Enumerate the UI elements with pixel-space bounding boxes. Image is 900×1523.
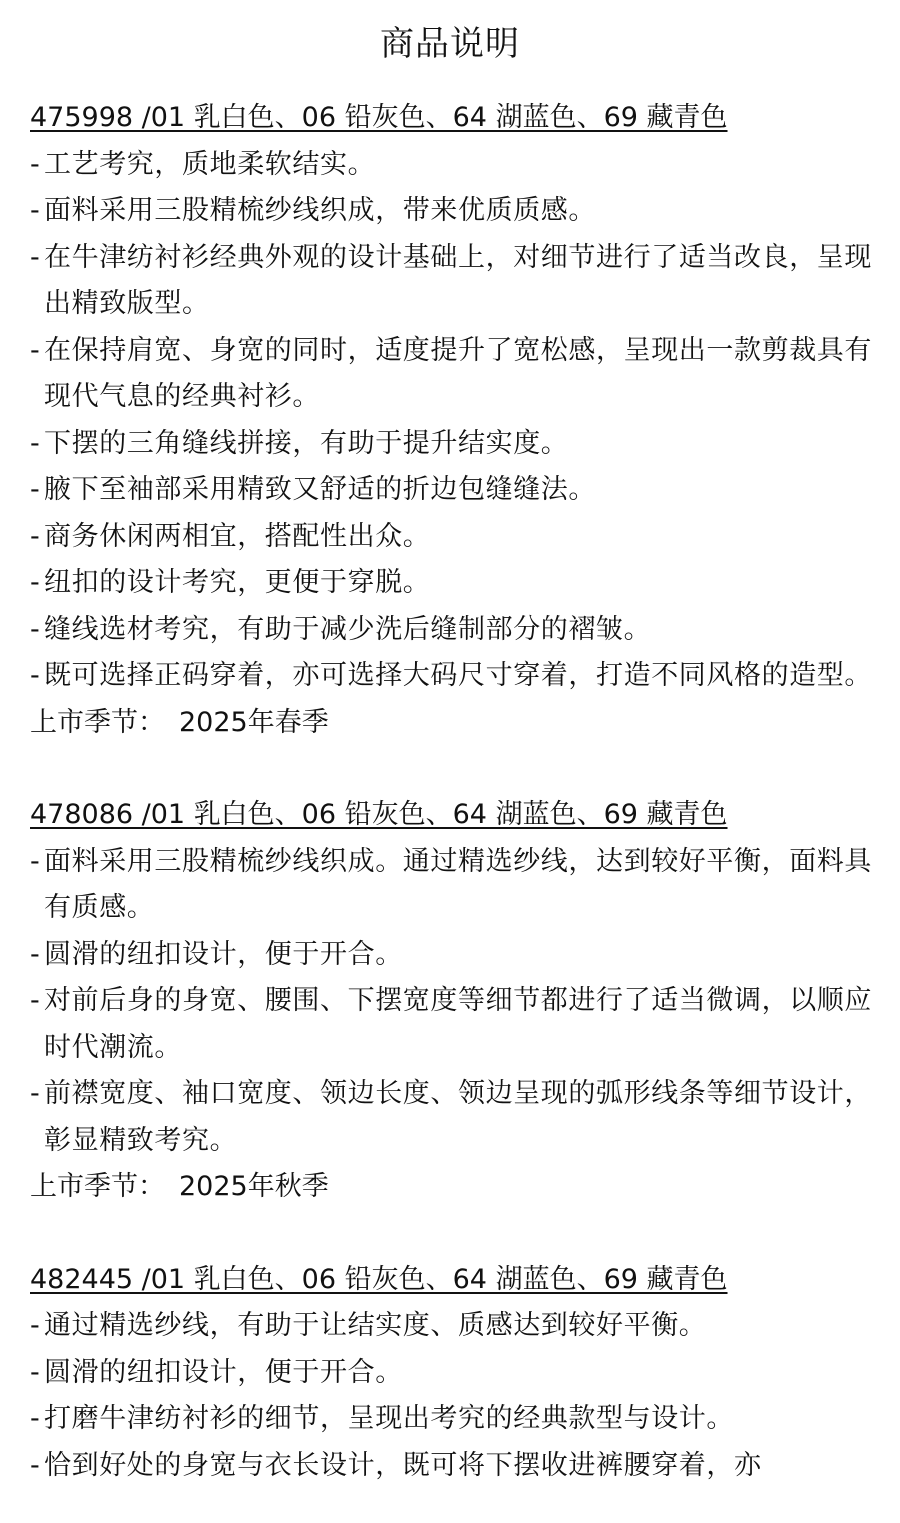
product-code-line: 482445 /01 乳白色、06 铅灰色、64 湖蓝色、69 藏青色 — [30, 1263, 728, 1295]
feature-text: 商务休闲两相宜，搭配性出众。 — [44, 520, 431, 552]
feature-text: 下摆的三角缝线拼接，有助于提升结实度。 — [44, 427, 569, 459]
dash-marker: - — [30, 427, 41, 459]
feature-bullet — [30, 1443, 875, 1490]
feature-bullet — [30, 421, 875, 468]
product-code-line: 478086 /01 乳白色、06 铅灰色、64 湖蓝色、69 藏青色 — [30, 799, 728, 830]
feature-bullet — [30, 653, 875, 700]
feature-bullet — [30, 607, 875, 654]
feature-bullet — [30, 514, 875, 561]
feature-bullet — [30, 328, 875, 421]
dash-marker: - — [30, 474, 41, 505]
feature-text: 在保持肩宽、身宽的同时，适度提升了宽松感，呈现出一款剪裁具有现代气息的经典衬衫。 — [44, 334, 872, 412]
feature-bullet — [30, 235, 875, 328]
dash-marker: - — [30, 985, 41, 1016]
dash-marker: - — [30, 520, 41, 552]
feature-bullet — [30, 839, 875, 932]
dash-marker: - — [30, 1403, 41, 1434]
feature-text: 面料采用三股精梳纱线织成，带来优质质感。 — [44, 195, 596, 226]
season-label: 上市季节： — [30, 1171, 165, 1202]
dash-marker: - — [30, 148, 41, 180]
product-code-line: 475998 /01 乳白色、06 铅灰色、64 湖蓝色、69 藏青色 — [30, 102, 728, 133]
page-title: 商品说明 — [380, 24, 520, 64]
feature-text: 腋下至袖部采用精致又舒适的折边包缝缝法。 — [44, 474, 596, 505]
product-section — [30, 792, 875, 1211]
season-value: 2025年春季 — [179, 706, 329, 738]
feature-text: 既可选择正码穿着，亦可选择大码尺寸穿着，打造不同风格的造型。 — [44, 660, 872, 691]
feature-bullet — [30, 560, 875, 607]
product-section — [30, 95, 875, 746]
product-section — [30, 1257, 875, 1490]
feature-bullet — [30, 1350, 875, 1397]
feature-text: 缝线选材考究，有助于减少洗后缝制部分的褶皱。 — [44, 613, 652, 645]
dash-marker: - — [30, 660, 41, 691]
feature-text: 工艺考究，质地柔软结实。 — [44, 148, 376, 180]
feature-bullet — [30, 1303, 875, 1350]
dash-marker: - — [30, 845, 41, 877]
feature-bullet — [30, 1396, 875, 1443]
dash-marker: - — [30, 1356, 41, 1388]
feature-text: 圆滑的纽扣设计，便于开合。 — [44, 1356, 403, 1388]
dash-marker: - — [30, 938, 41, 970]
release-season — [30, 1164, 875, 1211]
product-description — [30, 95, 875, 1489]
feature-bullet — [30, 978, 875, 1071]
dash-marker: - — [30, 1310, 41, 1341]
dash-marker: - — [30, 567, 41, 598]
release-season — [30, 700, 875, 747]
feature-bullet — [30, 467, 875, 514]
dash-marker: - — [30, 334, 41, 366]
dash-marker: - — [30, 613, 41, 645]
feature-bullet — [30, 1071, 875, 1164]
feature-text: 通过精选纱线，有助于让结实度、质感达到较好平衡。 — [44, 1310, 707, 1341]
feature-text: 圆滑的纽扣设计，便于开合。 — [44, 938, 403, 970]
season-value: 2025年秋季 — [179, 1171, 329, 1202]
feature-bullet — [30, 142, 875, 189]
season-label: 上市季节： — [30, 706, 165, 738]
feature-bullet — [30, 932, 875, 979]
dash-marker: - — [30, 1078, 41, 1109]
feature-text: 纽扣的设计考究，更便于穿脱。 — [44, 567, 431, 598]
feature-text: 打磨牛津纺衬衫的细节，呈现出考究的经典款型与设计。 — [44, 1403, 734, 1434]
feature-text: 前襟宽度、袖口宽度、领边长度、领边呈现的弧形线条等细节设计，彰显精致考究。 — [44, 1078, 872, 1156]
feature-text: 面料采用三股精梳纱线织成。通过精选纱线，达到较好平衡，面料具有质感。 — [44, 845, 872, 923]
dash-marker: - — [30, 241, 41, 273]
feature-bullet — [30, 188, 875, 235]
feature-text: 对前后身的身宽、腰围、下摆宽度等细节都进行了适当微调，以顺应时代潮流。 — [44, 985, 872, 1063]
dash-marker: - — [30, 195, 41, 226]
dash-marker: - — [30, 1449, 41, 1481]
feature-text: 恰到好处的身宽与衣长设计，既可将下摆收进裤腰穿着，亦 — [44, 1449, 762, 1481]
feature-text: 在牛津纺衬衫经典外观的设计基础上，对细节进行了适当改良，呈现出精致版型。 — [44, 241, 872, 319]
